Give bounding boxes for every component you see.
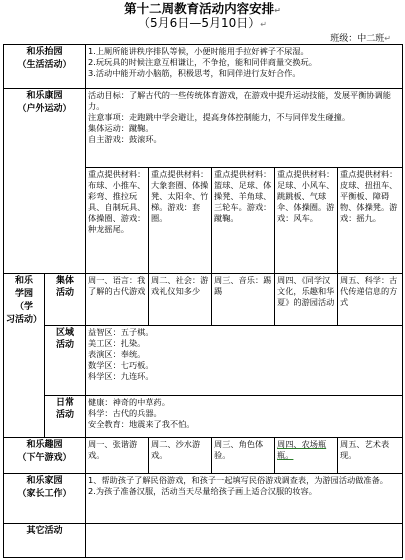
- area-line: 科学区：九连环。: [88, 371, 154, 381]
- family-content: [86, 474, 403, 524]
- group-activity-text: 周一、语言：我了解的古代游戏: [88, 275, 146, 296]
- outdoor-materials-fri: [338, 168, 403, 274]
- afternoon-activity-text: 周五、艺术表现。: [340, 439, 390, 460]
- group-activity-label: [45, 274, 86, 326]
- other-content: [86, 524, 403, 558]
- group-activity-text: 周五、科学：古代传递信息的方式: [340, 275, 398, 307]
- afternoon-fri: [338, 438, 403, 474]
- materials-text: 重点提供材料：布球、小推车、彩弯、推拉玩具、自制玩具、体操圈、游戏：种龙摇尾。: [88, 169, 146, 234]
- area-line: 益智区：五子棋。: [88, 327, 154, 337]
- group-activity-mon: [86, 274, 149, 326]
- daily-line: 健康：神奇的中草药。: [88, 397, 170, 407]
- outdoor-notes: 注意事项：走跑跳中学会避让，提高身体控制能力，不与同伴发生碰撞。: [88, 112, 351, 122]
- daily-label-line2: 活动: [56, 410, 75, 420]
- return-mark: ↵: [384, 34, 391, 43]
- family-heading-line2: （家长工作）: [17, 489, 72, 499]
- life-item: 3.活动中能开动小脑筋，积极思考，和同伴进行友好合作。: [88, 68, 301, 78]
- outdoor-materials-tue: [149, 168, 212, 274]
- learning-heading-line2: 学园: [14, 289, 33, 299]
- daily-line: 科学：古代的兵器。: [88, 408, 162, 418]
- outdoor-materials-mon: [86, 168, 149, 274]
- group-label-line1: 集体: [56, 276, 75, 286]
- learning-heading: [4, 274, 45, 438]
- life-heading-line1: 和乐抬园: [26, 47, 63, 57]
- area-label-line2: 活动: [56, 340, 75, 350]
- outdoor-free-activity: 自主游戏：鼓滚环。: [88, 134, 162, 144]
- materials-text: 重点提供材料：足球、小风车、跳跳板、气球伞、体操圈。游戏：风车。: [277, 169, 335, 223]
- group-activity-thu: [275, 274, 338, 326]
- group-activity-wed: [212, 274, 275, 326]
- learning-heading-line1: 和乐: [14, 276, 33, 286]
- family-item: 2.为孩子准备汉服，活动当天尽量给孩子画上适合汉服的妆容。: [88, 486, 317, 496]
- date-range: [0, 16, 405, 32]
- afternoon-activity-text: 周二、沙水游戏。: [151, 439, 201, 460]
- family-item: 1、帮助孩子了解民俗游戏，和孩子一起填写民俗游戏调查表，为游园活动做准备。: [88, 475, 388, 485]
- group-activity-fri: [338, 274, 403, 326]
- outdoor-goal-content: [86, 89, 403, 168]
- other-heading: [4, 524, 86, 558]
- area-label-line1: 区域: [56, 328, 75, 338]
- afternoon-row: [4, 438, 403, 474]
- afternoon-heading-line2: （下午游戏）: [17, 453, 72, 463]
- title-text: 第十二周教育活动内容安排: [124, 1, 275, 16]
- area-line: 数学区：七巧板。: [88, 360, 154, 370]
- afternoon-thu: [275, 438, 338, 474]
- schedule-table: [3, 44, 403, 558]
- return-mark: ↵: [260, 20, 267, 29]
- materials-text: 重点提供材料：篮球、足球、体操凳、羊角球、三轮车。游戏：蹴鞠。: [214, 169, 272, 223]
- materials-text: 重点提供材料：皮球、扭扭车、平衡板、障碍物、体操凳。游戏：摇九。: [340, 169, 398, 223]
- afternoon-activity-text: 周三、角色体验。: [214, 439, 264, 460]
- family-heading-line1: 和乐家园: [26, 476, 63, 486]
- learning-heading-line4: 习活动）: [6, 315, 43, 325]
- afternoon-heading-line1: 和乐趣园: [26, 440, 63, 450]
- daily-label-line1: 日常: [56, 398, 75, 408]
- life-heading: [4, 45, 86, 89]
- family-row: [4, 474, 403, 524]
- class-label-text: 班级：中二班: [330, 34, 385, 44]
- group-activity-tue: [149, 274, 212, 326]
- life-item: 2.玩玩具的时候注意互相谦让，不争抢，能和同伴商量交换玩。: [88, 57, 317, 67]
- learning-daily-row: [4, 396, 403, 438]
- life-item: 1.上厕所能讲秩序排队等候，小便时能用手拉好裤子不尿湿。: [88, 46, 309, 56]
- outdoor-materials-wed: [212, 168, 275, 274]
- return-mark: ↵: [274, 6, 281, 15]
- life-content: [86, 45, 403, 89]
- afternoon-tue: [149, 438, 212, 474]
- daily-activity-label: [45, 396, 86, 438]
- outdoor-heading-line1: 和乐康园: [26, 91, 63, 101]
- area-activity-label: [45, 326, 86, 396]
- learning-group-row: [4, 274, 403, 326]
- other-heading-text: 其它活动: [26, 526, 63, 536]
- group-label-line2: 活动: [56, 288, 75, 298]
- group-activity-text: 周二、社会：游戏礼仪知多少: [151, 275, 209, 296]
- outdoor-materials-thu: [275, 168, 338, 274]
- group-activity-text: 周三、音乐：踢踢: [214, 275, 272, 296]
- daily-activity-content: [86, 396, 403, 438]
- outdoor-heading-line2: （户外运动）: [17, 104, 72, 114]
- afternoon-heading: [4, 438, 86, 474]
- other-row: [4, 524, 403, 558]
- date-range-text: （5月6日—5月10日）: [138, 16, 261, 30]
- afternoon-activity-text: 周一、张谐游戏。: [88, 439, 138, 460]
- area-line: 美工区：扎染。: [88, 338, 146, 348]
- group-activity-text: 周四、《同学汉文化，乐趣和华夏》的游园活动: [277, 275, 335, 307]
- outdoor-heading: [4, 89, 86, 274]
- learning-area-row: [4, 326, 403, 396]
- materials-text: 重点提供材料：大象套圈、体操凳、太阳伞、竹梯。游戏：套圈。: [151, 169, 209, 223]
- life-row: [4, 45, 403, 89]
- outdoor-goal: 活动目标：了解古代的一些传统体育游戏，在游戏中提升运动技能，发展平衡协调能力。: [88, 90, 391, 111]
- afternoon-wed: [212, 438, 275, 474]
- afternoon-activity-text: 周四、农场瓶瓶。: [277, 439, 327, 460]
- life-heading-line2: （生活活动）: [17, 60, 72, 70]
- outdoor-group-activity: 集体运动：蹴鞠。: [88, 123, 154, 133]
- daily-line: 安全教育：地震来了我不怕。: [88, 419, 195, 429]
- family-heading: [4, 474, 86, 524]
- learning-heading-line3: （学: [14, 302, 33, 312]
- area-activity-content: [86, 326, 403, 396]
- area-line: 表演区：奉统。: [88, 349, 146, 359]
- outdoor-goal-row: [4, 89, 403, 168]
- afternoon-mon: [86, 438, 149, 474]
